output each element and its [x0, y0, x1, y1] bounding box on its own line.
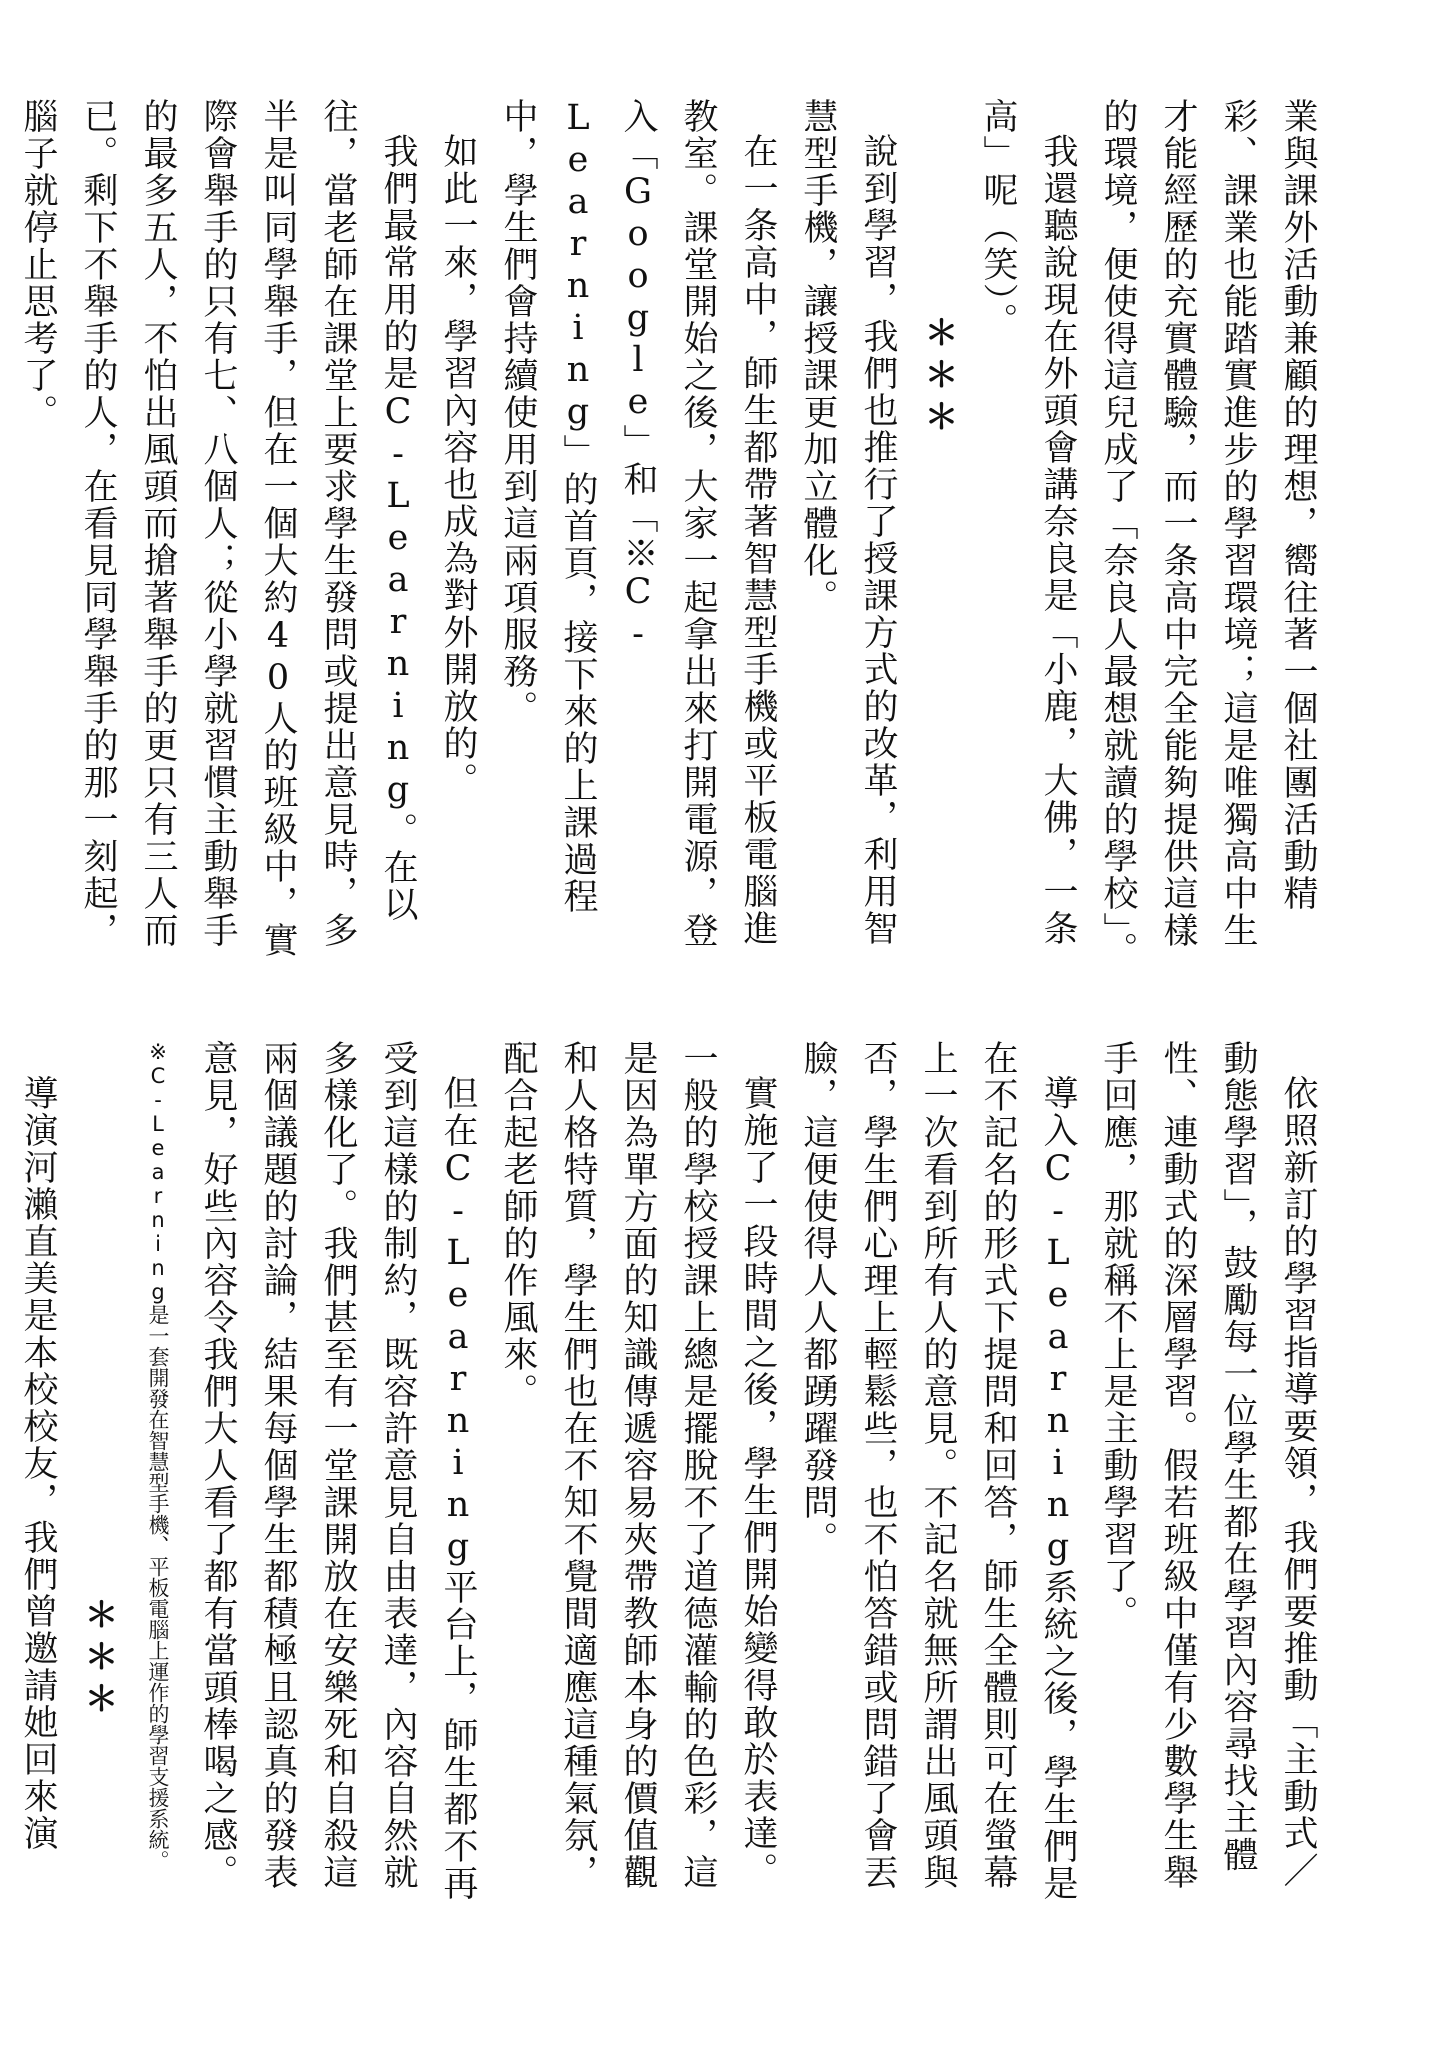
paragraph: 導演河瀨直美是本校校友，我們曾邀請她回來演 — [18, 1075, 58, 1852]
paragraph: 實施了一段時間之後，學生們開始變得敢於表達。一般的學校授課上總是擺脫不了道德灌輸的色彩，這是因為單方面的知識傳遞容易夾帶教師本身的價值觀和人格特質，學生們也在不知不覺間適應這種氣氛，配合起老師的作風來。 — [498, 1040, 778, 1891]
section-separator: ＊＊＊ — [78, 1597, 118, 1723]
section-separator: ＊＊＊ — [918, 315, 958, 441]
paragraph: 說到學習，我們也推行了授課方式的改革，利用智慧型手機，讓授課更加立體化。 — [798, 98, 898, 947]
paragraph: 但在C-Learning平台上，師生都不再受到這樣的制約，既容許意見自由表達，內容自然就多樣化了。我們甚至有一堂課開放在安樂死和自殺這兩個議題的討論，結果每個學生都積極且認真的發表意見，好些內容令我們大人看了都有當頭棒喝之感。 — [198, 1040, 478, 1902]
paragraph: 我還聽說現在外頭會講奈良是「小鹿，大佛，一条高」呢（笑）。 — [978, 98, 1078, 947]
paragraph: 導入C-Learning系統之後，學生們是在不記名的形式下提問和回答，師生全體則可在螢幕上一次看到所有人的意見。不記名就無所謂出風頭與否，學生們心理上輕鬆些，也不怕答錯或問錯了會丟臉，這便使得人人都踴躍發問。 — [798, 1040, 1078, 1902]
paragraph: 業與課外活動兼顧的理想，嚮往著一個社團活動精彩、課業也能踏實進步的學習環境；這是唯獨高中生才能經歷的充實體驗，而一条高中完全能夠提供這樣的環境，便使得這兒成了「奈良人最想就讀的學校」。 — [1098, 98, 1318, 969]
footnote: ※C-Learning是一套開發在智慧型手機、平板電腦上運作的學習支援系統。 — [146, 1040, 170, 1871]
top-text-block — [18, 98, 1328, 978]
paragraph: 依照新訂的學習指導要領，我們要推動「主動式／動態學習」，鼓勵每一位學生都在學習內容尋找主體性、連動式的深層學習。假若班級中僅有少數學生舉手回應，那就稱不上是主動學習了。 — [1098, 1040, 1318, 1891]
paragraph: 在一条高中，師生都帶著智慧型手機或平板電腦進教室。課堂開始之後，大家一起拿出來打開電源，登入「Google」和「※C-Learning」的首頁，接下來的上課過程中，學生們會持續使用到這兩項服務。 — [498, 98, 778, 949]
paragraph: 我們最常用的是C-Learning。在以往，當老師在課堂上要求學生發問或提出意見時，多半是叫同學舉手，但在一個大約40人的班級中，實際會舉手的只有七、八個人；從小學就習慣主動舉手的最多五人，不怕出風頭而搶著舉手的更只有三人而已。剩下不舉手的人，在看見同學舉手的那一刻起，腦子就停止思考了。 — [18, 98, 418, 959]
paragraph: 如此一來，學習內容也成為對外開放的。 — [438, 133, 478, 799]
bottom-text-block — [18, 1040, 1328, 1920]
